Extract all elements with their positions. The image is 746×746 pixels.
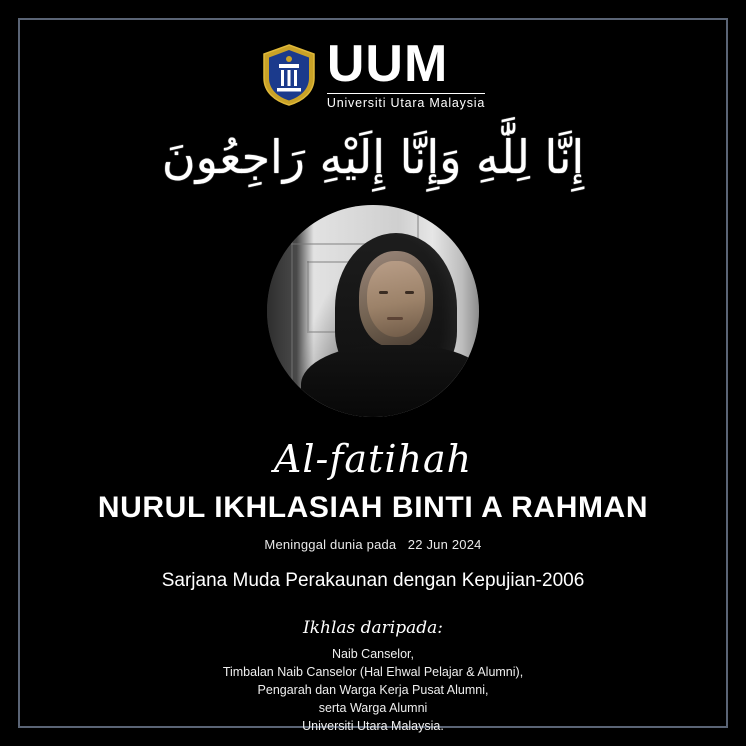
date-of-death-value: 22 Jun 2024	[407, 536, 482, 552]
date-of-death-label: Meninggal dunia pada	[264, 536, 397, 552]
date-of-death	[264, 537, 481, 552]
uum-logo	[261, 35, 486, 111]
uum-wordmark-block	[326, 35, 486, 111]
signoff-line: Pengarah dan Warga Kerja Pusat Alumni,	[257, 682, 489, 697]
signoff-block	[223, 645, 523, 736]
arabic-verse: إِنَّا لِلَّٰهِ وَإِنَّا إِلَيْهِ رَاجِعُونَ	[161, 129, 585, 184]
signoff-line: Timbalan Naib Canselor (Hal Ehwal Pelajar & Alumni),	[222, 664, 524, 679]
poster-content	[10, 10, 736, 736]
uum-institution-name: Universiti Utara Malaysia	[327, 93, 485, 110]
signoff-line: serta Warga Alumni	[318, 700, 428, 715]
alfatihah-heading: Al-fatihah	[273, 436, 473, 481]
signoff-line: Universiti Utara Malaysia.	[302, 719, 444, 734]
regards-label: Ikhlas daripada:	[302, 617, 443, 638]
signoff-line: Naib Canselor,	[331, 646, 414, 661]
portrait-photo	[267, 205, 479, 417]
uum-crest-icon	[261, 44, 317, 106]
program-of-study: Sarjana Muda Perakaunan dengan Kepujian-2006	[161, 569, 585, 591]
deceased-name: NURUL IKHLASIAH BINTI A RAHMAN	[97, 490, 649, 524]
uum-wordmark: UUM	[326, 35, 449, 93]
